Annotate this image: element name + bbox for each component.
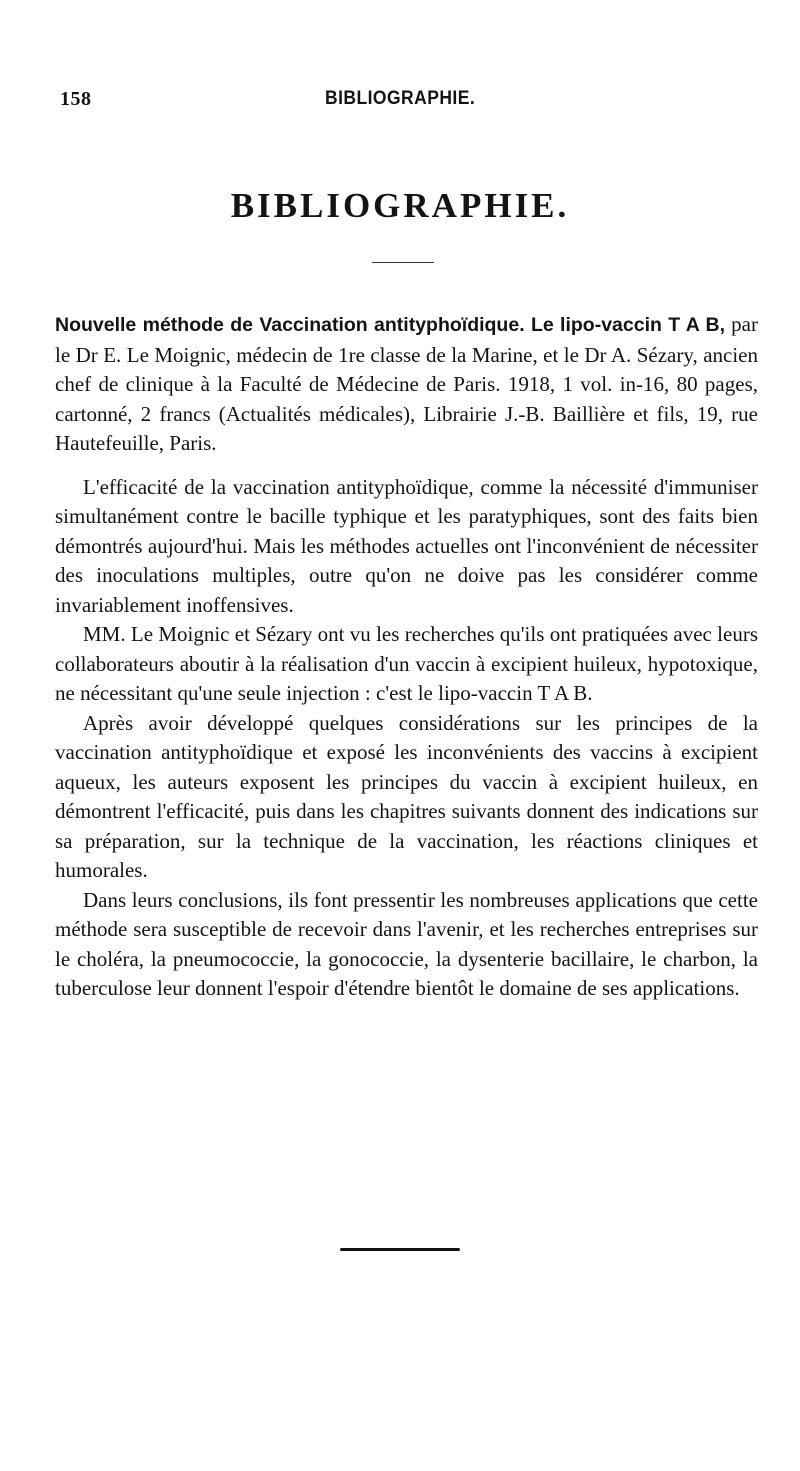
running-title: BIBLIOGRAPHIE. <box>325 88 476 109</box>
running-header <box>60 88 740 118</box>
reference-title: Nouvelle méthode de Vaccination antityphoïdique. Le lipo-vaccin T A B, <box>55 314 725 336</box>
reference-details: par le Dr E. Le Moignic, médecin de 1re classe de la Marine, et le Dr A. Sézary, ancien chef de clinique à la Faculté de Médecine de Paris. 1918, 1 vol. in-16, 80 pages, cartonné, 2 francs (Actualités médicales), Librairie J.-B. Baillière et fils, 19, rue Hautefeuille, Paris. <box>55 312 758 455</box>
paragraph-1: L'efficacité de la vaccination antityphoïdique, comme la nécessité d'immuniser simultanément contre le bacille typhique et les paratyphiques, sont des faits bien démontrés aujourd'hui. Mais les méthodes actuelles ont l'inconvénient de nécessiter des inoculations multiples, outre qu'on ne doive pas les considérer comme invariablement inoffensives. <box>55 474 758 617</box>
paragraph-4: Dans leurs conclusions, ils font pressentir les nombreuses applications que cette méthode sera susceptible de recevoir dans l'avenir, et les recherches entreprises sur le choléra, la pneumococcie, la gonococcie, la dysenterie bacillaire, le charbon, la tuberculose leur donnent l'espoir d'étendre bientôt le domaine de ses applications. <box>55 887 758 1000</box>
bibliographic-reference <box>55 310 758 459</box>
article-body <box>55 310 758 1004</box>
title-divider <box>372 262 434 263</box>
paragraph-2: MM. Le Moignic et Sézary ont vu les recherches qu'ils ont pratiquées avec leurs collaborateurs aboutir à la réalisation d'un vaccin à excipient huileux, hypotoxique, ne nécessitant qu'une seule injection : c'est le lipo-vaccin T A B. <box>55 622 758 705</box>
page-number: 158 <box>60 88 92 110</box>
end-divider <box>340 1248 460 1251</box>
paragraph-3: Après avoir développé quelques considérations sur les principes de la vaccination antityphoïdique et exposé les inconvénients des vaccins à excipient aqueux, les auteurs exposent les principes du vaccin à excipient huileux, en démontrent l'efficacité, puis dans les chapitres suivants donnent des indications sur sa préparation, sur la technique de la vaccination, les réactions cliniques et humorales. <box>55 710 758 882</box>
section-title: BIBLIOGRAPHIE. <box>230 186 570 225</box>
